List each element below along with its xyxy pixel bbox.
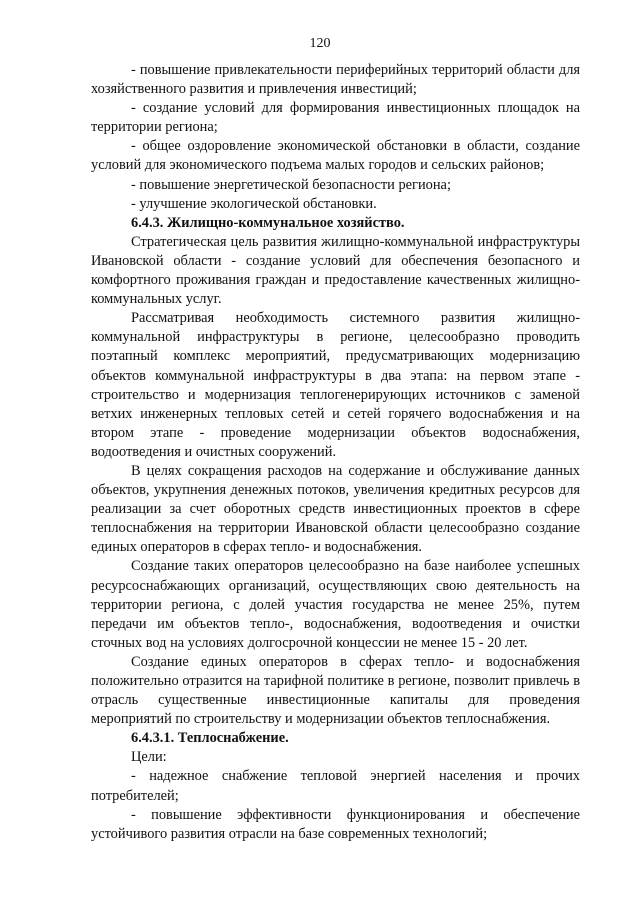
list-item-reliable-supply: - надежное снабжение тепловой энергией населения и прочих потребителей; bbox=[91, 768, 580, 804]
list-item-investment-sites: - создание условий для формирования инвестиционных площадок на территории региона; bbox=[91, 100, 580, 136]
list-item-energy-security: - повышение энергетической безопасности региона; bbox=[131, 176, 451, 193]
paragraph-cost-reduction: В целях сокращения расходов на содержание и обслуживание данных объектов, укрупнения денежных потоков, увеличения кредитных ресурсов для реализации за счет оборотных средств инвестиционных проектов в сфере теплоснабжения на территории Ивановской области целесообразно создание единых операторов в сферах тепло- и водоснабжения. bbox=[91, 462, 580, 556]
list-item-attractiveness: - повышение привлекательности периферийных территорий области для хозяйственного развития и привлечения инвестиций; bbox=[91, 62, 580, 98]
section-heading-housing: 6.4.3. Жилищно-коммунальное хозяйство. bbox=[131, 214, 405, 231]
paragraph-modernization: Рассматривая необходимость системного развития жилищно-коммунальной инфраструктуры в регионе, целесообразно проводить поэтапный комплекс мероприятий, предусматривающих модернизацию объектов коммунальной инфраструктуры в два этапа: на первом этапе - строительство и модернизация теплогенерирующих источников с заменой ветхих инженерных тепловых сетей и сетей горячего водоснабжения и на втором этапе - проведение модернизации объектов водоснабжения, водоотведения и очистных сооружений. bbox=[91, 310, 580, 460]
paragraph-operators-effect: Создание единых операторов в сферах тепло- и водоснабжения положительно отразится на тарифной политике в регионе, позволит привлечь в отрасль существенные инвестиционные капиталы для проведения мероприятий по строительству и модернизации объектов теплоснабжения. bbox=[91, 653, 580, 728]
paragraph-strategic-goal: Стратегическая цель развития жилищно-коммунальной инфраструктуры Ивановской области - создание условий для обеспечения безопасного и комфортного проживания граждан и предоставление качественных жилищно-коммунальных услуг. bbox=[91, 233, 580, 308]
list-item-economic-recovery: - общее оздоровление экономической обстановки в области, создание условий для экономического подъема малых городов и сельских районов; bbox=[91, 138, 580, 174]
page-number: 120 bbox=[309, 36, 331, 51]
document-body bbox=[91, 61, 580, 844]
paragraph-operators-basis: Создание таких операторов целесообразно на базе наиболее успешных ресурсоснабжающих организаций, осуществляющих свою деятельность на территории региона, с долей участия государства не менее 25%, путем передачи им объектов тепло-, водоснабжения, водоотведения и очистки сточных вод на условиях долгосрочной концессии не менее 15 - 20 лет. bbox=[91, 558, 580, 651]
section-heading-heat-supply: 6.4.3.1. Теплоснабжение. bbox=[131, 730, 289, 747]
goals-label: Цели: bbox=[131, 749, 167, 766]
list-item-efficiency: - повышение эффективности функционирования и обеспечение устойчивого развития отрасли на базе современных технологий; bbox=[91, 806, 580, 842]
list-item-ecology: - улучшение экологической обстановки. bbox=[131, 195, 377, 212]
